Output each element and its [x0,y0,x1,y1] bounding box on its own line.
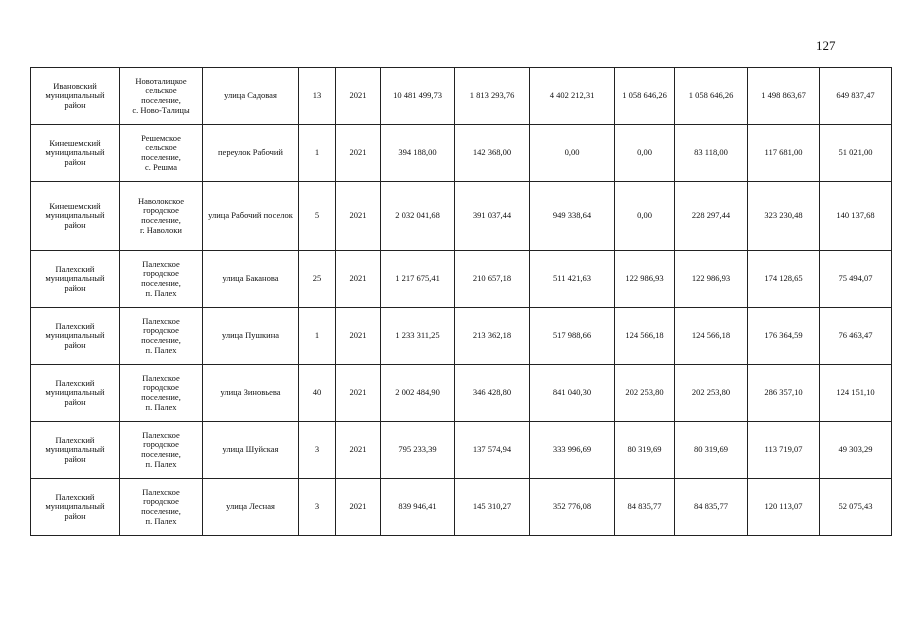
settlement-line: городское [143,325,179,336]
district-line: Палехский [55,491,95,502]
street-cell: улица Зиновьева [203,365,299,422]
district-cell [31,365,120,422]
settlement-line: городское [143,205,179,216]
settlement-line: п. Палех [145,401,177,412]
district-line: муниципальный [45,444,105,455]
district-line: Кинешемский [49,200,101,211]
settlement-line: п. Палех [145,515,177,526]
settlement-line: поселение, [141,95,181,105]
settlement-line: Палехское [142,315,180,326]
district-line: район [64,396,86,407]
settlement-line: городское [143,496,179,507]
settlement-cell [120,182,203,251]
amount-cell: 0,00 [615,182,675,251]
street-cell: улица Баканова [203,251,299,308]
district-line: район [64,453,86,464]
amount-cell: 795 233,39 [381,422,455,479]
house-number-cell: 3 [299,422,336,479]
table-row [31,479,892,536]
page-number: 127 [816,38,836,53]
table-row [31,365,892,422]
settlement-line: поселение, [141,449,181,459]
amount-cell: 122 986,93 [615,251,675,308]
settlement-line: поселение, [141,152,181,162]
table-row [31,308,892,365]
amount-cell: 80 319,69 [615,422,675,479]
amount-cell: 49 303,29 [820,422,892,479]
settlement-line: городское [143,439,179,450]
amount-cell: 84 835,77 [615,479,675,536]
amount-cell: 0,00 [530,125,615,182]
district-line: муниципальный [45,147,105,158]
house-number-cell: 40 [299,365,336,422]
amount-cell: 394 188,00 [381,125,455,182]
amount-cell: 1 217 675,41 [381,251,455,308]
amount-cell: 346 428,80 [455,365,530,422]
district-cell [31,251,120,308]
settlement-line: Палехское [142,486,180,497]
house-number-cell: 3 [299,479,336,536]
amount-cell: 213 362,18 [455,308,530,365]
district-line: Палехский [55,377,95,388]
district-line: муниципальный [45,273,105,284]
amount-cell: 1 233 311,25 [381,308,455,365]
district-line: муниципальный [45,501,105,512]
settlement-line: сельское [145,85,177,96]
settlement-cell [120,125,203,182]
amount-cell: 333 996,69 [530,422,615,479]
amount-cell: 145 310,27 [455,479,530,536]
amount-cell: 137 574,94 [455,422,530,479]
amount-cell: 10 481 499,73 [381,68,455,125]
settlement-line: поселение, [141,506,181,516]
district-cell [31,308,120,365]
amount-cell: 202 253,80 [615,365,675,422]
table-row [31,125,892,182]
amount-cell: 80 319,69 [675,422,748,479]
street-cell: улица Пушкина [203,308,299,365]
settlement-line: поселение, [141,278,181,288]
amount-cell: 0,00 [615,125,675,182]
settlement-line: поселение, [141,392,181,402]
settlement-line: Палехское [142,372,180,383]
table-row [31,251,892,308]
amount-cell: 352 776,08 [530,479,615,536]
amount-cell: 1 813 293,76 [455,68,530,125]
street-cell: улица Рабочий поселок [203,182,299,251]
district-line: район [64,156,86,167]
house-number-cell: 13 [299,68,336,125]
district-line: Палехский [55,434,95,445]
amount-cell: 210 657,18 [455,251,530,308]
amount-cell: 83 118,00 [675,125,748,182]
year-cell: 2021 [336,125,381,182]
settlement-line: п. Палех [145,344,177,355]
house-number-cell: 1 [299,125,336,182]
amount-cell: 1 498 863,67 [748,68,820,125]
settlement-line: Новоталицкое [135,75,187,86]
table-row [31,68,892,125]
house-number-cell: 25 [299,251,336,308]
amount-cell: 113 719,07 [748,422,820,479]
district-cell [31,422,120,479]
settlement-line: Палехское [142,258,180,269]
district-line: муниципальный [45,387,105,398]
year-cell: 2021 [336,422,381,479]
year-cell: 2021 [336,479,381,536]
amount-cell: 202 253,80 [675,365,748,422]
district-line: район [64,219,86,230]
district-line: Ивановский [53,80,97,91]
amount-cell: 391 037,44 [455,182,530,251]
data-table [30,67,892,536]
amount-cell: 323 230,48 [748,182,820,251]
settlement-cell [120,365,203,422]
settlement-line: с. Решма [144,161,178,172]
amount-cell: 174 128,65 [748,251,820,308]
amount-cell: 124 151,10 [820,365,892,422]
district-line: район [64,339,86,350]
settlement-line: Палехское [142,429,180,440]
street-cell: улица Садовая [203,68,299,125]
settlement-cell [120,479,203,536]
amount-cell: 839 946,41 [381,479,455,536]
district-cell [31,182,120,251]
amount-cell: 286 357,10 [748,365,820,422]
table-body [31,68,892,536]
settlement-cell [120,251,203,308]
district-line: Палехский [55,263,95,274]
amount-cell: 2 002 484,90 [381,365,455,422]
district-cell [31,125,120,182]
amount-cell: 117 681,00 [748,125,820,182]
settlement-line: поселение, [141,335,181,345]
district-line: муниципальный [45,210,105,221]
amount-cell: 1 058 646,26 [615,68,675,125]
settlement-line: городское [143,268,179,279]
year-cell: 2021 [336,182,381,251]
district-line: район [64,99,86,110]
year-cell: 2021 [336,308,381,365]
settlement-line: Решемское [141,132,181,143]
settlement-line: Наволокское [137,195,184,206]
district-line: муниципальный [45,90,105,101]
house-number-cell: 5 [299,182,336,251]
amount-cell: 51 021,00 [820,125,892,182]
table-row [31,182,892,251]
settlement-line: с. Ново-Талицы [132,104,190,115]
amount-cell: 517 988,66 [530,308,615,365]
year-cell: 2021 [336,251,381,308]
amount-cell: 142 368,00 [455,125,530,182]
settlement-line: городское [143,382,179,393]
settlement-line: сельское [145,142,177,153]
district-line: Палехский [55,320,95,331]
settlement-line: г. Наволоки [140,224,182,235]
amount-cell: 122 986,93 [675,251,748,308]
year-cell: 2021 [336,365,381,422]
amount-cell: 52 075,43 [820,479,892,536]
district-line: Кинешемский [49,137,101,148]
district-cell [31,68,120,125]
street-cell: улица Лесная [203,479,299,536]
amount-cell: 176 364,59 [748,308,820,365]
amount-cell: 841 040,30 [530,365,615,422]
amount-cell: 76 463,47 [820,308,892,365]
amount-cell: 511 421,63 [530,251,615,308]
amount-cell: 120 113,07 [748,479,820,536]
amount-cell: 2 032 041,68 [381,182,455,251]
amount-cell: 4 402 212,31 [530,68,615,125]
street-cell: улица Шуйская [203,422,299,479]
amount-cell: 124 566,18 [675,308,748,365]
district-line: район [64,510,86,521]
district-cell [31,479,120,536]
settlement-cell [120,68,203,125]
district-line: район [64,282,86,293]
settlement-line: п. Палех [145,287,177,298]
amount-cell: 949 338,64 [530,182,615,251]
street-cell: переулок Рабочий [203,125,299,182]
table-row [31,422,892,479]
amount-cell: 140 137,68 [820,182,892,251]
amount-cell: 75 494,07 [820,251,892,308]
district-line: муниципальный [45,330,105,341]
settlement-cell [120,422,203,479]
amount-cell: 1 058 646,26 [675,68,748,125]
house-number-cell: 1 [299,308,336,365]
amount-cell: 228 297,44 [675,182,748,251]
amount-cell: 124 566,18 [615,308,675,365]
year-cell: 2021 [336,68,381,125]
settlement-line: поселение, [141,215,181,225]
settlement-cell [120,308,203,365]
amount-cell: 649 837,47 [820,68,892,125]
amount-cell: 84 835,77 [675,479,748,536]
settlement-line: п. Палех [145,458,177,469]
